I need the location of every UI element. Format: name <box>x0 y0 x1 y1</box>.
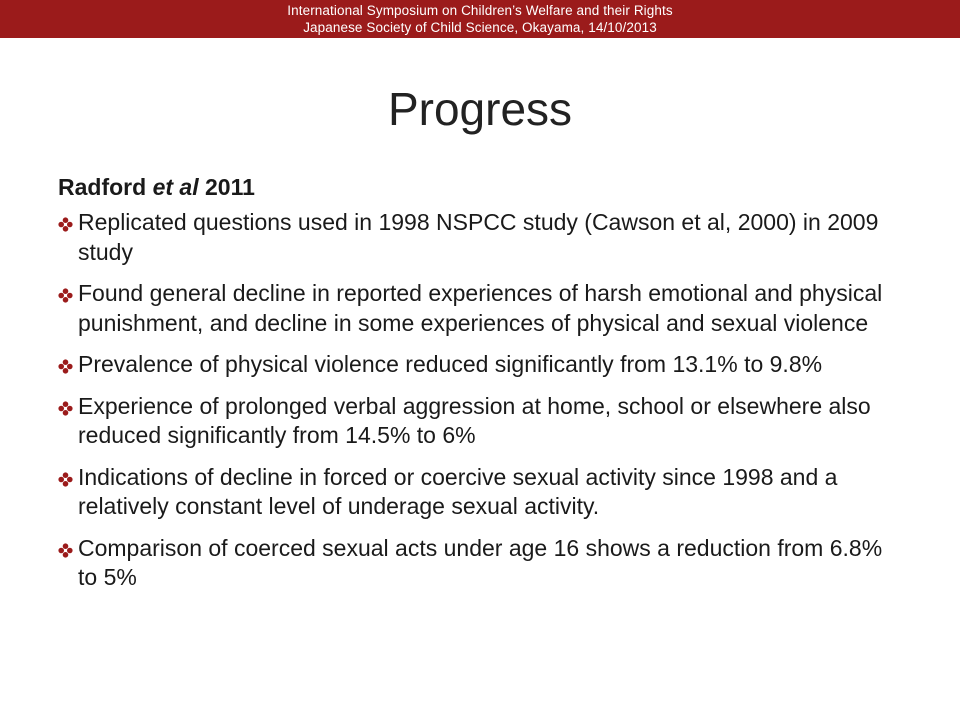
bullet-text: Prevalence of physical violence reduced significantly from 13.1% to 9.8% <box>78 351 823 377</box>
slide-content <box>58 172 918 605</box>
subhead-author: Radford <box>58 174 153 200</box>
diamond-bullet-icon <box>58 401 73 416</box>
list-item <box>58 392 898 451</box>
subhead-year: 2011 <box>198 174 255 200</box>
bullet-list <box>58 208 918 593</box>
diamond-bullet-icon <box>58 288 73 303</box>
header-line-society: Japanese Society of Child Science, Okayama, 14/10/2013 <box>303 20 657 35</box>
bullet-text: Replicated questions used in 1998 NSPCC study (Cawson et al, 2000) in 2009 study <box>78 209 879 265</box>
subhead-etal: et al <box>152 174 199 200</box>
diamond-bullet-icon <box>58 543 73 558</box>
bullet-text: Comparison of coerced sexual acts under age 16 shows a reduction from 6.8% to 5% <box>78 534 883 590</box>
diamond-bullet-icon <box>58 472 73 487</box>
list-item <box>58 350 898 380</box>
bullet-text: Indications of decline in forced or coercive sexual activity since 1998 and a relatively constant level of underage sexual activity. <box>78 463 838 519</box>
header-bar <box>0 0 960 38</box>
bullet-text: Found general decline in reported experiences of harsh emotional and physical punishment, and decline in some experiences of physical and sexual violence <box>78 280 883 336</box>
header-line-symposium: International Symposium on Children’s Welfare and their Rights <box>287 3 673 18</box>
slide-title: Progress <box>387 83 573 135</box>
list-item <box>58 534 898 593</box>
bullet-text: Experience of prolonged verbal aggression at home, school or elsewhere also reduced significantly from 14.5% to 6% <box>78 392 871 448</box>
list-item <box>58 463 898 522</box>
diamond-bullet-icon <box>58 359 73 374</box>
slide-subhead <box>58 172 918 202</box>
list-item <box>58 279 898 338</box>
list-item <box>58 208 898 267</box>
diamond-bullet-icon <box>58 217 73 232</box>
